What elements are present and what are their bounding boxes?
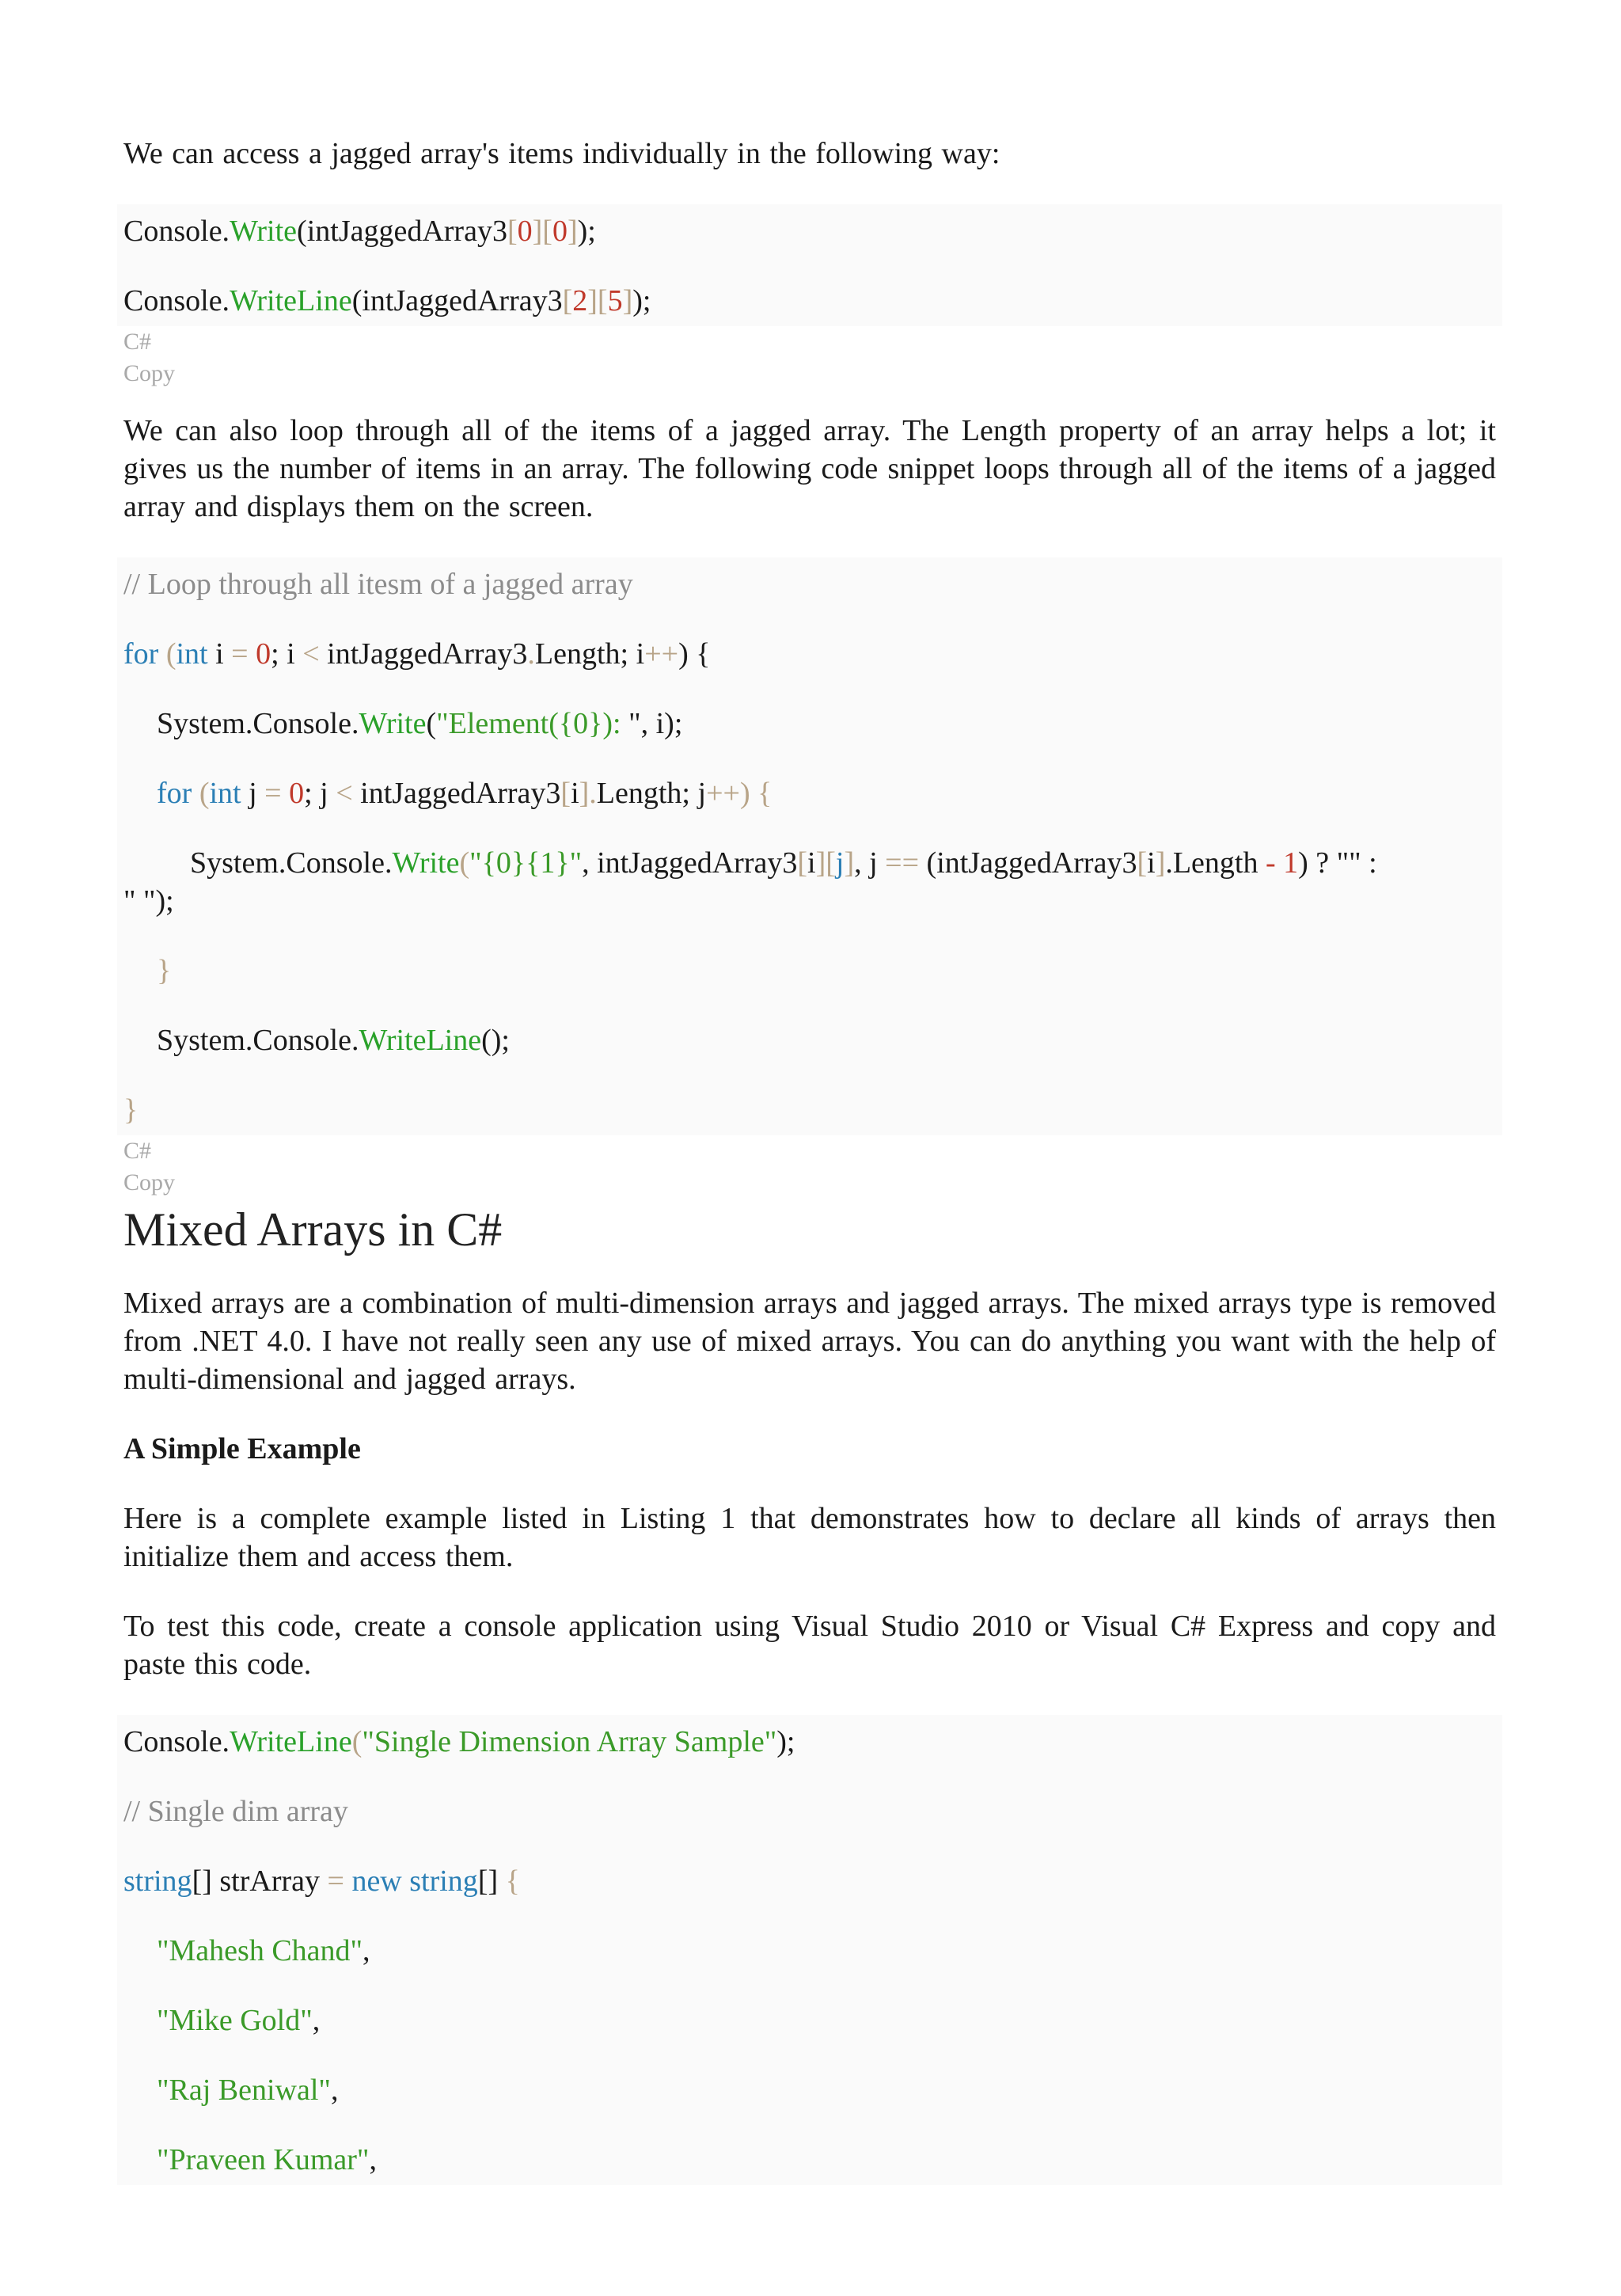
code-line: "Raj Beniwal",	[157, 2074, 339, 2107]
mixed-arrays-paragraph: Mixed arrays are a combination of multi-dimension arrays and jagged arrays. The mixed arrays type is removed from .NET 4.0. I have not really seen any use of mixed arrays. You can do anything you want with the help of multi-dimensional and jagged arrays.	[123, 1287, 1496, 1396]
code-line: "Praveen Kumar",	[157, 2143, 377, 2176]
copy-button[interactable]: Copy	[123, 1169, 176, 1196]
code-line: System.Console.Write("{0}{1}", intJaggedArray3[i][j], j == (intJaggedArray3[i].Length - 1) ? "" : " ");	[123, 846, 1377, 918]
copy-button[interactable]: Copy	[123, 360, 176, 386]
intro-paragraph: We can access a jagged array's items individually in the following way:	[123, 137, 1000, 170]
article-content	[123, 135, 1496, 2185]
code-line: System.Console.Write("Element({0}): ", i);	[157, 707, 683, 740]
code-comment: // Single dim array	[123, 1795, 348, 1828]
code-comment: // Loop through all itesm of a jagged array	[123, 568, 633, 601]
code-block-access	[117, 204, 1502, 326]
example-paragraph: Here is a complete example listed in Listing 1 that demonstrates how to declare all kinds of arrays then initialize them and access them.	[123, 1502, 1496, 1573]
code-language-label: C#	[123, 1138, 152, 1164]
section-heading: Mixed Arrays in C#	[123, 1203, 503, 1256]
test-paragraph: To test this code, create a console application using Visual Studio 2010 or Visual C# Express and copy and paste this code.	[123, 1610, 1496, 1681]
code-line: Console.WriteLine("Single Dimension Array Sample");	[123, 1725, 795, 1758]
code-line: System.Console.WriteLine();	[157, 1024, 510, 1057]
code-line: Console.Write(intJaggedArray3[0][0]);	[123, 215, 596, 248]
code-line: "Mahesh Chand",	[157, 1934, 370, 1967]
code-language-label: C#	[123, 329, 152, 355]
loop-paragraph: We can also loop through all of the items of a jagged array. The Length property of an array helps a lot; it gives us the number of items in an array. The following code snippet loops through all of the items of a jagged array and displays them on the screen.	[123, 414, 1496, 523]
code-brace: }	[157, 954, 172, 987]
code-line: Console.WriteLine(intJaggedArray3[2][5]);	[123, 284, 651, 317]
subsection-heading: A Simple Example	[123, 1432, 361, 1465]
code-block-example	[117, 1715, 1502, 2185]
code-line: "Mike Gold",	[157, 2004, 321, 2037]
code-brace: }	[123, 1093, 139, 1127]
code-line: for (int i = 0; i < intJaggedArray3.Length; i++) {	[123, 637, 711, 671]
code-line: string[] strArray = new string[] {	[123, 1865, 520, 1898]
code-block-loop	[117, 557, 1502, 1135]
code-line: for (int j = 0; j < intJaggedArray3[i].Length; j++) {	[157, 777, 773, 810]
